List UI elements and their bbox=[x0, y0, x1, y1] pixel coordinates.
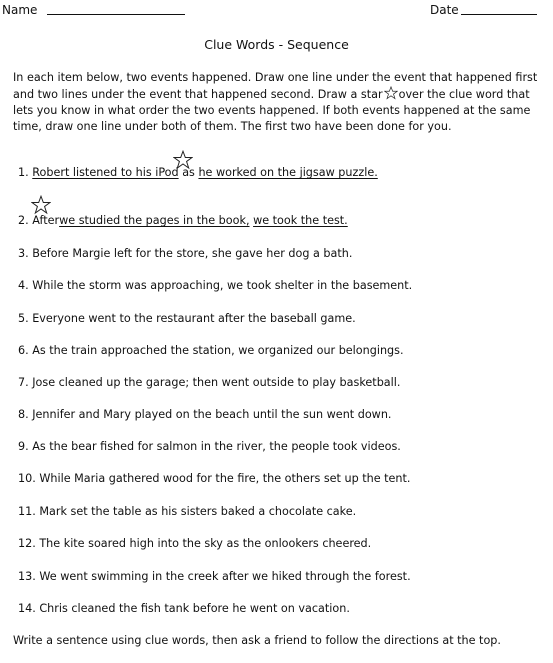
clue-word: as bbox=[182, 166, 195, 179]
first-event: Robert listened to his iPod bbox=[32, 166, 179, 179]
first-event: we studied the pages in the book, bbox=[59, 214, 250, 227]
star-icon bbox=[31, 195, 51, 215]
instructions-part-2: over the clue word that lets you know in what order the two events happened. If both events happened at the same time, draw one line under both of them. The first two have been done for you. bbox=[13, 88, 531, 133]
worksheet-title: Clue Words - Sequence bbox=[204, 37, 349, 52]
item-number: 2. bbox=[18, 214, 29, 227]
list-item: 12. The kite soared high into the sky as the onlookers cheered. bbox=[18, 537, 372, 550]
list-item: 3. Before Margie left for the store, she gave her dog a bath. bbox=[18, 247, 353, 260]
item-number: 1. bbox=[18, 166, 29, 179]
clue-word: After bbox=[32, 214, 60, 227]
date-blank-line bbox=[461, 14, 537, 15]
list-item: 7. Jose cleaned up the garage; then went outside to play basketball. bbox=[18, 376, 401, 389]
list-item: 6. As the train approached the station, we organized our belongings. bbox=[18, 344, 404, 357]
list-item: 10. While Maria gathered wood for the fire, the others set up the tent. bbox=[18, 472, 411, 485]
list-item: 8. Jennifer and Mary played on the beach until the sun went down. bbox=[18, 408, 392, 421]
closing-instruction: Write a sentence using clue words, then ask a friend to follow the directions at the top. bbox=[13, 634, 501, 647]
name-blank-line bbox=[47, 14, 185, 15]
list-item: 14. Chris cleaned the fish tank before he went on vacation. bbox=[18, 602, 350, 615]
star-icon bbox=[384, 86, 398, 100]
second-event: we took the test. bbox=[253, 214, 348, 227]
list-item bbox=[18, 214, 348, 228]
name-label: Name bbox=[2, 3, 38, 17]
list-item: 5. Everyone went to the restaurant after the baseball game. bbox=[18, 312, 356, 325]
list-item: 13. We went swimming in the creek after we hiked through the forest. bbox=[18, 570, 411, 583]
list-item bbox=[18, 166, 378, 180]
instructions bbox=[13, 70, 548, 135]
list-item: 4. While the storm was approaching, we took shelter in the basement. bbox=[18, 279, 413, 292]
date-label: Date bbox=[430, 3, 459, 17]
list-item: 9. As the bear fished for salmon in the river, the people took videos. bbox=[18, 440, 401, 453]
instructions-part-1: In each item below, two events happened. Draw one line under the event that happened first and two lines under the event that happened second. Draw a star bbox=[13, 71, 538, 101]
list-item: 11. Mark set the table as his sisters baked a chocolate cake. bbox=[18, 505, 357, 518]
second-event: he worked on the jigsaw puzzle. bbox=[198, 166, 378, 179]
